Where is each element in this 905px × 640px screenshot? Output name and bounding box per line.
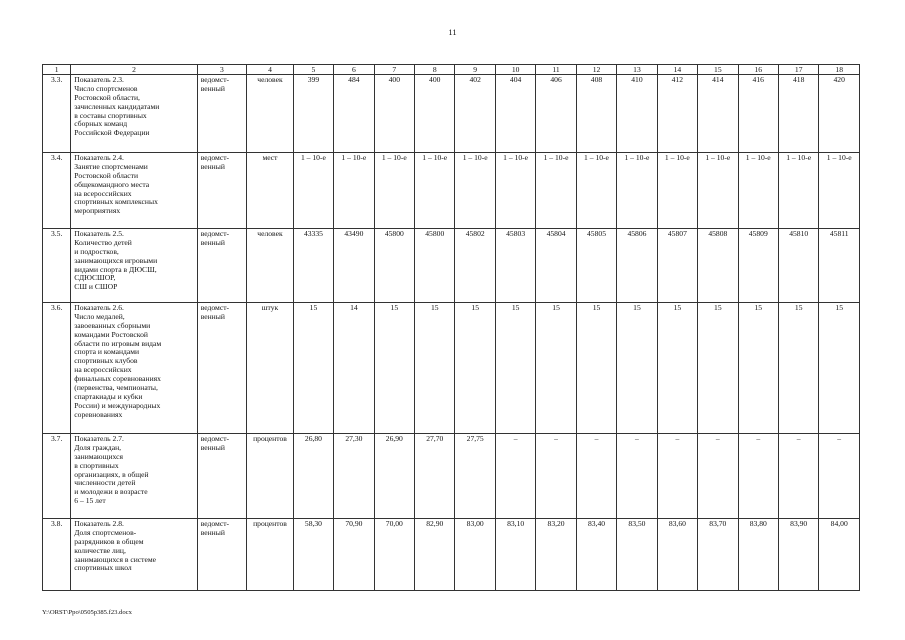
indicator-name-line: Показатель 2.7. xyxy=(74,434,124,443)
year-value: 45810 xyxy=(778,229,818,303)
indicator-name xyxy=(71,519,197,591)
year-value: 26,80 xyxy=(293,434,333,519)
year-value: 83,20 xyxy=(536,519,576,591)
indicator-name-line: Доля спортсменов- xyxy=(74,527,137,537)
year-value: – xyxy=(617,434,657,519)
column-number: 1 xyxy=(43,65,71,75)
indicator-name-line: командами Ростовской xyxy=(74,329,148,339)
indicator-name-line: области по игровым видам xyxy=(74,338,162,348)
year-value: 45802 xyxy=(455,229,495,303)
indicator-name-line: Ростовской области, xyxy=(74,92,140,102)
column-number: 8 xyxy=(415,65,455,75)
indicator-name-line: Число медалей, xyxy=(74,311,125,321)
column-number: 4 xyxy=(247,65,294,75)
year-value: 1 – 10-е xyxy=(415,153,455,229)
column-number: 7 xyxy=(374,65,414,75)
year-value: 45800 xyxy=(415,229,455,303)
year-value: 45807 xyxy=(657,229,697,303)
year-value: 1 – 10-е xyxy=(455,153,495,229)
indicator-name-line: России) и международных xyxy=(74,400,161,410)
year-value: 400 xyxy=(374,75,414,153)
unit-of-measure: человек xyxy=(247,229,294,303)
table-row xyxy=(43,519,860,591)
indicator-name-line: Ростовской области xyxy=(74,170,139,180)
indicator-name-line: на всероссийских xyxy=(74,188,132,198)
year-value: 58,30 xyxy=(293,519,333,591)
indicator-name-line: в составы спортивных xyxy=(74,110,147,120)
table-row xyxy=(43,153,860,229)
year-value: 15 xyxy=(738,303,778,434)
year-value: 1 – 10-е xyxy=(657,153,697,229)
year-value: – xyxy=(576,434,616,519)
indicator-name-line: занимающихся в системе xyxy=(74,554,156,564)
year-value: 27,30 xyxy=(334,434,374,519)
indicators-table xyxy=(42,64,860,591)
indicator-name-line: организациях, в общей xyxy=(74,469,149,479)
year-value: 83,00 xyxy=(455,519,495,591)
year-value: 410 xyxy=(617,75,657,153)
table-row xyxy=(43,434,860,519)
column-number: 17 xyxy=(778,65,818,75)
year-value: 45805 xyxy=(576,229,616,303)
year-value: 15 xyxy=(415,303,455,434)
indicator-name xyxy=(71,434,197,519)
year-value: 414 xyxy=(698,75,738,153)
row-number: 3.3. xyxy=(43,75,71,153)
data-source-line: венный xyxy=(200,311,225,321)
indicator-name-line: в спортивных xyxy=(74,460,119,470)
year-value: 1 – 10-е xyxy=(334,153,374,229)
year-value: 83,70 xyxy=(698,519,738,591)
data-source xyxy=(197,75,247,153)
year-value: 83,40 xyxy=(576,519,616,591)
indicator-name-line: на всероссийских xyxy=(74,365,132,375)
year-value: 15 xyxy=(617,303,657,434)
indicator-name-line: Показатель 2.5. xyxy=(74,229,124,238)
row-number: 3.4. xyxy=(43,153,71,229)
unit-of-measure: процентов xyxy=(247,519,294,591)
year-value: 1 – 10-е xyxy=(374,153,414,229)
header-row xyxy=(43,65,860,75)
table-row xyxy=(43,229,860,303)
data-source-line: венный xyxy=(200,161,225,171)
indicator-name-line: Российской Федерации xyxy=(74,128,150,138)
indicator-name-line: Доля граждан, xyxy=(74,442,122,452)
year-value: 1 – 10-е xyxy=(819,153,860,229)
year-value: 15 xyxy=(374,303,414,434)
indicator-name-line: спорта и командами xyxy=(74,347,140,357)
year-value: 84,00 xyxy=(819,519,860,591)
row-number: 3.8. xyxy=(43,519,71,591)
data-source xyxy=(197,434,247,519)
year-value: 83,10 xyxy=(495,519,535,591)
year-value: 26,90 xyxy=(374,434,414,519)
indicator-name xyxy=(71,75,197,153)
data-source-line: венный xyxy=(200,83,225,93)
year-value: 399 xyxy=(293,75,333,153)
year-value: 408 xyxy=(576,75,616,153)
indicator-name-line: завоеванных сборными xyxy=(74,320,151,330)
year-value: 45804 xyxy=(536,229,576,303)
year-value: 15 xyxy=(293,303,333,434)
indicator-name-line: и молодежи в возрасте xyxy=(74,487,148,497)
indicator-name-line: 6 – 15 лет xyxy=(74,496,106,506)
year-value: 15 xyxy=(576,303,616,434)
year-value: 70,00 xyxy=(374,519,414,591)
data-source-line: венный xyxy=(200,527,225,537)
indicator-name-line: СШ и СШОР xyxy=(74,282,118,292)
indicator-name-line: Показатель 2.4. xyxy=(74,153,124,162)
column-number: 11 xyxy=(536,65,576,75)
year-value: 400 xyxy=(415,75,455,153)
year-value: 83,50 xyxy=(617,519,657,591)
data-source-line: ведомст- xyxy=(200,434,230,443)
year-value: – xyxy=(536,434,576,519)
indicator-name-line: Показатель 2.6. xyxy=(74,303,124,312)
year-value: 83,80 xyxy=(738,519,778,591)
data-source xyxy=(197,519,247,591)
column-number: 13 xyxy=(617,65,657,75)
year-value: 70,90 xyxy=(334,519,374,591)
indicator-name-line: и подростков, xyxy=(74,246,119,256)
indicator-name-line: зачисленных кандидатами xyxy=(74,101,160,111)
unit-of-measure: мест xyxy=(247,153,294,229)
indicator-name-line: Занятие спортсменами xyxy=(74,161,148,171)
unit-of-measure: процентов xyxy=(247,434,294,519)
year-value: 1 – 10-е xyxy=(738,153,778,229)
year-value: 15 xyxy=(778,303,818,434)
year-value: 15 xyxy=(495,303,535,434)
year-value: 416 xyxy=(738,75,778,153)
data-source-line: ведомст- xyxy=(200,153,230,162)
indicator-name-line: (первенства, чемпионаты, xyxy=(74,382,158,392)
year-value: 1 – 10-е xyxy=(698,153,738,229)
column-number: 15 xyxy=(698,65,738,75)
year-value: 1 – 10-е xyxy=(495,153,535,229)
indicator-name-line: спортивных школ xyxy=(74,563,132,573)
year-value: 406 xyxy=(536,75,576,153)
indicator-name xyxy=(71,153,197,229)
indicator-name-line: разрядников в общем xyxy=(74,536,144,546)
page-number: 11 xyxy=(448,27,457,37)
indicator-name-line: финальных соревнованиях xyxy=(74,374,161,383)
year-value: 45808 xyxy=(698,229,738,303)
year-value: – xyxy=(738,434,778,519)
year-value: 404 xyxy=(495,75,535,153)
year-value: 412 xyxy=(657,75,697,153)
column-number: 18 xyxy=(819,65,860,75)
data-source-line: ведомст- xyxy=(200,303,230,312)
year-value: 1 – 10-е xyxy=(778,153,818,229)
year-value: 15 xyxy=(819,303,860,434)
indicator-name-line: Число спортсменов xyxy=(74,83,138,93)
column-number: 12 xyxy=(576,65,616,75)
year-value: 14 xyxy=(334,303,374,434)
unit-of-measure: человек xyxy=(247,75,294,153)
year-value: 45803 xyxy=(495,229,535,303)
indicator-name-line: Показатель 2.3. xyxy=(74,75,124,84)
column-number: 10 xyxy=(495,65,535,75)
indicator-name-line: Показатель 2.8. xyxy=(74,519,124,528)
data-source-line: венный xyxy=(200,237,225,247)
file-path-footer: Y:\ORST\Ppo\0505p385.f23.docx xyxy=(42,609,132,616)
year-value: 15 xyxy=(536,303,576,434)
year-value: 43490 xyxy=(334,229,374,303)
indicator-name-line: спартакиады и кубки xyxy=(74,391,143,401)
data-source xyxy=(197,303,247,434)
year-value: 82,90 xyxy=(415,519,455,591)
year-value: 15 xyxy=(698,303,738,434)
year-value: 45806 xyxy=(617,229,657,303)
indicator-name-line: мероприятиях xyxy=(74,206,121,216)
indicator-name-line: СДЮСШОР, xyxy=(74,273,116,283)
year-value: 27,70 xyxy=(415,434,455,519)
year-value: 45800 xyxy=(374,229,414,303)
row-number: 3.5. xyxy=(43,229,71,303)
data-source-line: ведомст- xyxy=(200,519,230,528)
year-value: 43335 xyxy=(293,229,333,303)
indicator-name-line: спортивных комплексных xyxy=(74,197,158,207)
data-source-line: ведомст- xyxy=(200,229,230,238)
column-number: 3 xyxy=(197,65,247,75)
year-value: 1 – 10-е xyxy=(576,153,616,229)
column-number: 9 xyxy=(455,65,495,75)
row-number: 3.7. xyxy=(43,434,71,519)
indicator-name-line: общекомандного места xyxy=(74,179,150,189)
year-value: 484 xyxy=(334,75,374,153)
table-row xyxy=(43,303,860,434)
indicator-name-line: занимающихся xyxy=(74,451,123,461)
year-value: 1 – 10-е xyxy=(536,153,576,229)
row-number: 3.6. xyxy=(43,303,71,434)
indicator-name xyxy=(71,229,197,303)
indicator-name-line: спортивных клубов xyxy=(74,356,138,366)
year-value: 1 – 10-е xyxy=(617,153,657,229)
column-number: 5 xyxy=(293,65,333,75)
indicator-name-line: занимающихся игровыми xyxy=(74,255,158,265)
year-value: 83,90 xyxy=(778,519,818,591)
year-value: 83,60 xyxy=(657,519,697,591)
data-source-line: ведомст- xyxy=(200,75,230,84)
indicator-name-line: количестве лиц, xyxy=(74,545,126,555)
year-value: – xyxy=(778,434,818,519)
year-value: 15 xyxy=(455,303,495,434)
year-value: 27,75 xyxy=(455,434,495,519)
year-value: – xyxy=(819,434,860,519)
year-value: – xyxy=(657,434,697,519)
data-source xyxy=(197,153,247,229)
data-source-line: венный xyxy=(200,442,225,452)
year-value: 418 xyxy=(778,75,818,153)
column-number: 6 xyxy=(334,65,374,75)
year-value: – xyxy=(698,434,738,519)
column-number: 14 xyxy=(657,65,697,75)
table-row xyxy=(43,75,860,153)
data-source xyxy=(197,229,247,303)
year-value: 45809 xyxy=(738,229,778,303)
indicator-name-line: сборных команд xyxy=(74,119,128,129)
year-value: 402 xyxy=(455,75,495,153)
indicator-name-line: соревнованиях xyxy=(74,409,123,419)
year-value: 15 xyxy=(657,303,697,434)
year-value: – xyxy=(495,434,535,519)
indicator-name xyxy=(71,303,197,434)
indicator-name-line: Количество детей xyxy=(74,237,132,247)
unit-of-measure: штук xyxy=(247,303,294,434)
column-number: 16 xyxy=(738,65,778,75)
year-value: 45811 xyxy=(819,229,860,303)
year-value: 1 – 10-е xyxy=(293,153,333,229)
indicator-name-line: численности детей xyxy=(74,478,136,488)
year-value: 420 xyxy=(819,75,860,153)
indicator-name-line: видами спорта в ДЮСШ, xyxy=(74,264,157,274)
column-number: 2 xyxy=(71,65,197,75)
